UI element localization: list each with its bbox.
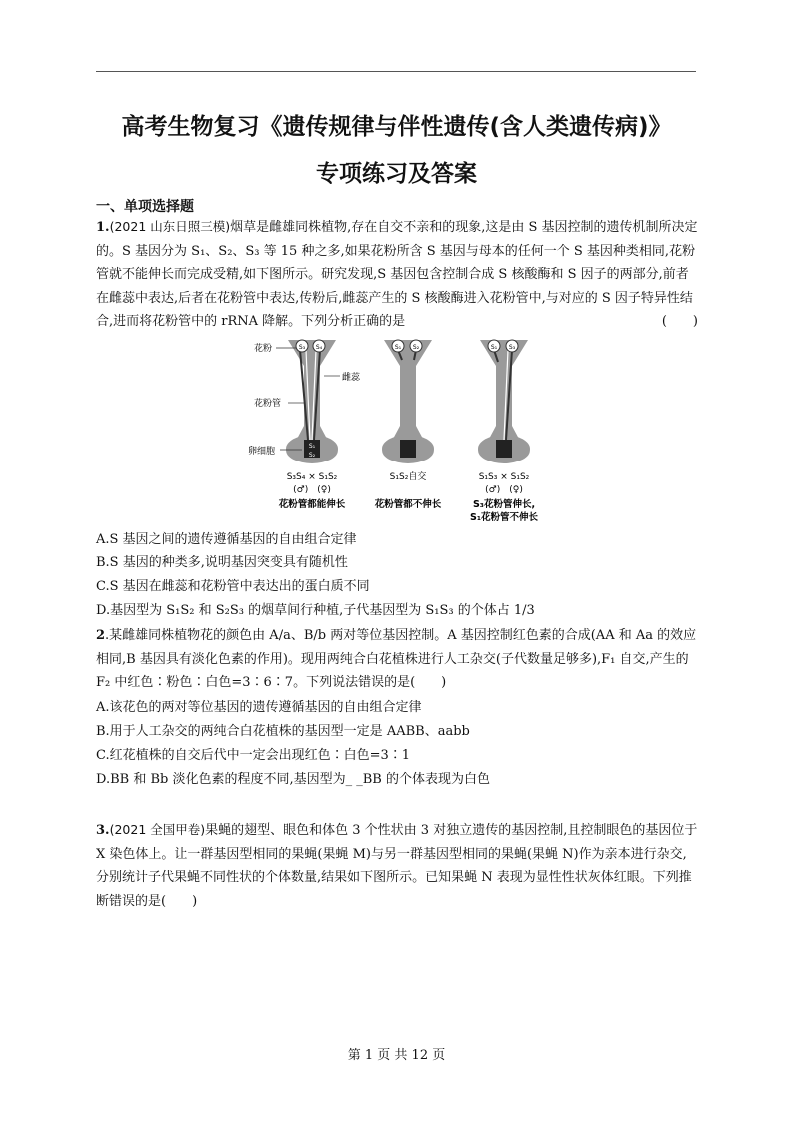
gene-label: S₃	[508, 344, 516, 351]
gene-label: S₁	[394, 344, 402, 351]
question-source: (2021 全国甲卷)	[109, 822, 206, 837]
page-footer: 第 1 页 共 12 页	[347, 1048, 446, 1063]
pistil-2	[382, 340, 434, 463]
q2-option-d: D.BB 和 Bb 淡化色素的程度不同,基因型为_ _BB 的个体表现为白色	[96, 772, 490, 787]
question-3: 3.(2021 全国甲卷)果蝇的翅型、眼色和体色 3 个性状由 3 对独立遗传的基因控制,且控制眼色的基因位于 X 染色体上。让一群基因型相同的果蝇(果蝇 M)与另一群基因型相同的果蝇(果蝇 N)作为亲本进行杂交,分别统计子代果蝇不同性状的个体数量,结果如下图所示。已知果蝇 N 表现为显性性状灰体红眼。下列推断错误的是( )	[96, 822, 698, 909]
question-number: 1	[96, 220, 106, 235]
sex-3: (♂) (♀)	[485, 485, 523, 495]
gene-label: S₁	[308, 443, 316, 450]
gene-label: S₁	[490, 344, 498, 351]
cross-3: S₁S₃ × S₁S₂	[478, 472, 530, 482]
gene-label: S₄	[315, 344, 323, 351]
label-pistil: 雌蕊	[342, 373, 361, 383]
sex-1: (♂) (♀)	[293, 485, 331, 495]
q1-option-b: B.S 基因的种类多,说明基因突变具有随机性	[96, 555, 348, 570]
question-source: (2021 山东日照三模)	[109, 219, 231, 234]
caption-3a: S₃花粉管伸长,	[472, 499, 536, 510]
question-number: 3	[96, 823, 106, 838]
question-1: 1.(2021 山东日照三模)烟草是雌雄同株植物,存在自交不亲和的现象,这是由 S 基因控制的遗传机制所决定的。S 基因分为 S₁、S₂、S₃ 等 15 种之多,如果花粉所含 S 基因与母本的任何一个 S 基因种类相同,花粉管就不能伸长而完成受精,如下图所示。研究发现,S 基因包含控制合成 S 核酸酶和 S 因子的两部分,前者在雌蕊中表达,后者在花粉管中表达,传粉后,雌蕊产生的 S 核酸酶进入花粉管中,与对应的 S 因子特异性结合,进而将花粉管中的 rRNA 降解。下列分析正确的是 ( )	[96, 215, 698, 334]
question-stem: 烟草是雌雄同株植物,存在自交不亲和的现象,这是由 S 基因控制的遗传机制所决定的。S 基因分为 S₁、S₂、S₃ 等 15 种之多,如果花粉所含 S 基因与母本的任何一个 S 基因种类相同,花粉管就不能伸长而完成受精,如下图所示。研究发现,S 基因包含控制合成 S 核酸酶和 S 因子的两部分,前者在雌蕊中表达,后者在花粉管中表达,传粉后,雌蕊产生的 S 核酸酶进入花粉管中,与对应的 S 因子特异性结合,进而将花粉管中的 rRNA 降解。下列分析正确的是	[96, 220, 698, 329]
label-pollen: 花粉	[254, 344, 273, 354]
label-pollen-tube: 花粉管	[254, 399, 282, 409]
gene-label: S₂	[308, 452, 316, 459]
gene-label: S₃	[298, 344, 306, 351]
question-stem: 果蝇的翅型、眼色和体色 3 个性状由 3 对独立遗传的基因控制,且控制眼色的基因位于 X 染色体上。让一群基因型相同的果蝇(果蝇 M)与另一群基因型相同的果蝇(果蝇 N)作为亲本进行杂交,分别统计子代果蝇不同性状的个体数量,结果如下图所示。已知果蝇 N 表现为显性性状灰体红眼。下列推断错误的是( )	[96, 823, 698, 909]
question-2	[96, 624, 698, 695]
q1-option-a: A.S 基因之间的遗传遵循基因的自由组合定律	[96, 532, 357, 547]
q1-option-d: D.基因型为 S₁S₂ 和 S₂S₃ 的烟草间行种植,子代基因型为 S₁S₃ 的个体占 1/3	[96, 603, 535, 618]
section-heading: 一、单项选择题	[96, 199, 194, 215]
pollen-tube-figure	[240, 336, 560, 528]
gene-label: S₂	[412, 344, 420, 351]
page-subtitle: 专项练习及答案	[316, 161, 477, 187]
label-egg-cell: 卵细胞	[248, 447, 276, 457]
pistil-3	[478, 340, 530, 463]
q2-option-c: C.红花植株的自交后代中一定会出现红色∶白色=3∶1	[96, 748, 411, 763]
question-number: 2	[96, 628, 106, 643]
caption-1: 花粉管都能伸长	[278, 499, 346, 510]
q2-option-b: B.用于人工杂交的两纯合白花植株的基因型一定是 AABB、aabb	[96, 724, 470, 739]
caption-2: 花粉管都不伸长	[374, 499, 442, 510]
cross-2: S₁S₂自交	[389, 472, 427, 482]
q2-option-a: A.该花色的两对等位基因的遗传遵循基因的自由组合定律	[96, 700, 422, 715]
header-rule	[96, 71, 696, 72]
q1-option-c: C.S 基因在雌蕊和花粉管中表达出的蛋白质不同	[96, 579, 370, 594]
cross-1: S₃S₄ × S₁S₂	[286, 472, 338, 482]
question-stem: .某雌雄同株植物花的颜色由 A/a、B/b 两对等位基因控制。A 基因控制红色素的合成(AA 和 Aa 的效应相同,B 基因具有淡化色素的作用)。现用两纯合白花植株进行人工杂交(子代数量足够多),F₁ 自交,产生的 F₂ 中红色∶粉色∶白色=3∶6∶7。下列说法错误的是( )	[96, 628, 697, 690]
caption-3b: S₁花粉管不伸长	[469, 512, 539, 523]
answer-bracket: ( )	[661, 314, 698, 329]
page-title: 高考生物复习《遗传规律与伴性遗传(含人类遗传病)》	[121, 114, 672, 140]
